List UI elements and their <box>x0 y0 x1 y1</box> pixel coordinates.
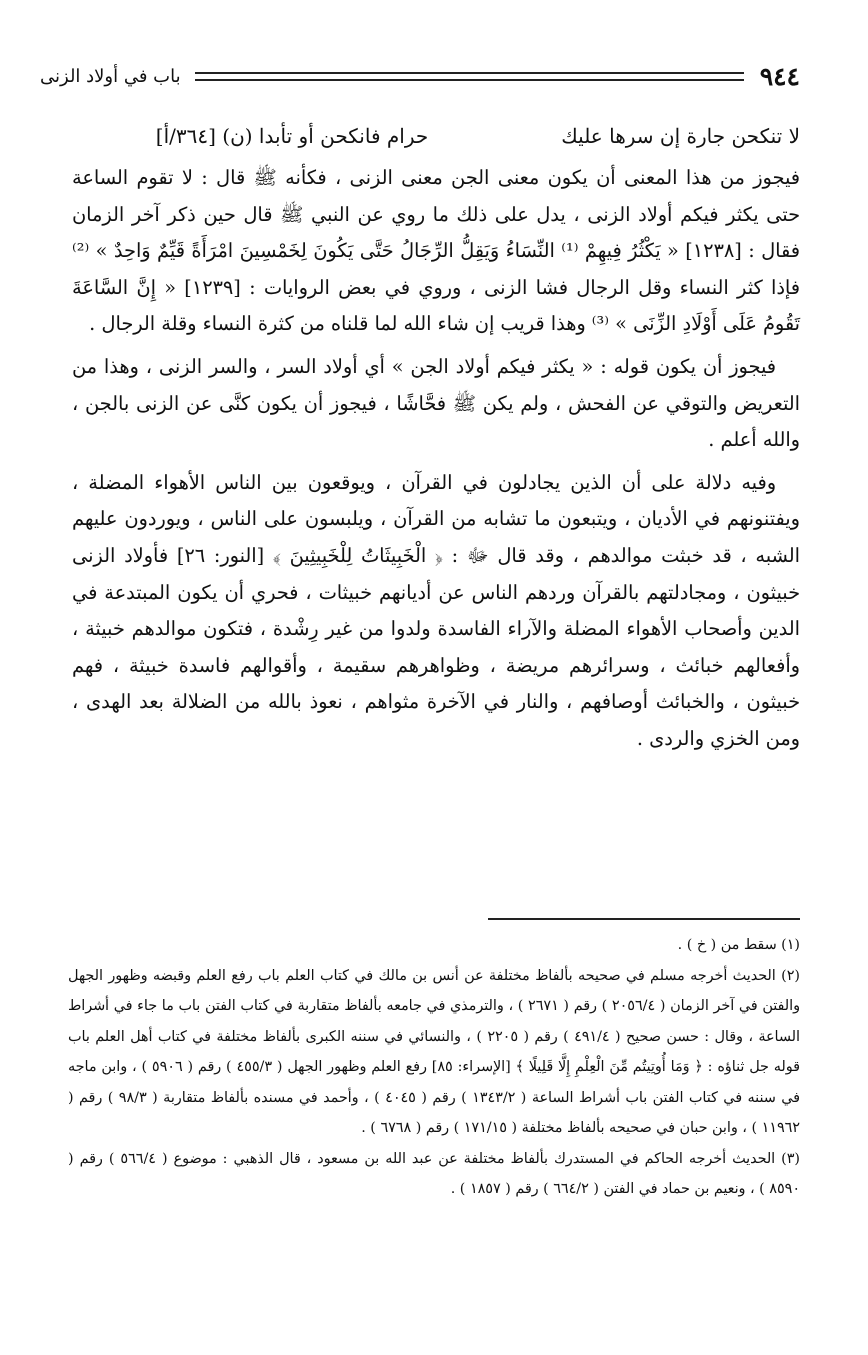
footnote: (١) سقط من ( خ ) . <box>677 937 800 953</box>
paragraph: فيجوز أن يكون قوله : « يكثر فيكم أولاد الجن » أي أولاد السر ، والسر الزنى ، وهذا من التعريض والتوقي عن الفحش ، ولم يكن ﷺ فحَّاشًا ، فيجوز أن يكون كنَّى عن الزنى بالجن ، والله أعلم . <box>72 354 800 452</box>
main-text <box>72 160 800 764</box>
footnotes <box>68 930 800 1205</box>
footnote: (٢) الحديث أخرجه مسلم في صحيحه بألفاظ مختلفة عن أنس بن مالك في كتاب العلم باب رفع العلم وقبضه وظهور الجهل والفتن في آخر الزمان ( ٢٠٥٦/٤ ) رقم ( ٢٦٧١ ) ، والترمذي في جامعه بألفاظ متقاربة في كتاب الفتن باب ما جاء في أشراط الساعة ، وقال : حسن صحيح ( ٤٩١/٤ ) رقم ( ٢٢٠٥ ) ، والنسائي في سننه الكبرى بألفاظ مختلفة في كتاب أهل العلم باب قوله جل ثناؤه : ﴿ وَمَا أُوتِيتُم مِّنَ الْعِلْمِ إِلَّا قَلِيلًا ﴾ [الإسراء: ٨٥] رفع العلم وظهور الجهل ( ٤٥٥/٣ ) رقم ( ٥٩٠٦ ) ، وابن ماجه في سننه في كتاب الفتن باب أشراط الساعة ( ١٣٤٣/٢ ) رقم ( ٤٠٤٥ ) ، وأحمد في مسنده بألفاظ متقاربة ( ٩٨/٣ ) رقم ( ١١٩٦٢ ) ، وابن حبان في صحيحه بألفاظ مختلفة ( ١٧١/١٥ ) رقم ( ٦٧٦٨ ) . <box>68 967 800 1136</box>
footnote-separator <box>488 918 800 920</box>
verse-hemistich-second: حرام فانكحن أو تأبدا (ن) [٣٦٤/أ] <box>155 124 429 148</box>
paragraph: فيجوز من هذا المعنى أن يكون معنى الجن معنى الزنى ، فكأنه ﷺ قال : لا تقوم الساعة حتى يكثر فيكم أولاد الزنى ، يدل على ذلك ما روي عن النبي ﷺ قال حين ذكر آخر الزمان فقال : [١٢٣٨] « يَكْثُرُ فِيهِمْ ⁽¹⁾ النِّسَاءُ وَيَقِلُّ الرِّجَالُ حَتَّى يَكُونَ لِخَمْسِينَ امْرَأَةً قَيِّمٌ وَاحِدٌ » ⁽²⁾ فإذا كثر النساء وقل الرجال فشا الزنى ، وروي في بعض الروايات : [١٢٣٩] « إِنَّ السَّاعَةَ تَقُومُ عَلَى أَوْلَادِ الزِّنَى » ⁽³⁾ وهذا قريب إن شاء الله لما قلناه من كثرة النساء وقلة الرجال . <box>72 166 801 336</box>
poetry-verse <box>84 116 800 156</box>
page-number: ٩٤٤ <box>759 61 800 91</box>
running-header <box>40 58 800 94</box>
chapter-title: باب في أولاد الزنى <box>40 65 181 87</box>
verse-hemistich-first: لا تنكحن جارة إن سرها عليك <box>561 124 800 148</box>
header-double-rule <box>195 72 744 81</box>
footnote: (٣) الحديث أخرجه الحاكم في المستدرك بألفاظ مختلفة عن عبد الله بن مسعود ، قال الذهبي : موضوع ( ٥٦٦/٤ ) رقم ( ٨٥٩٠ ) ، ونعيم بن حماد في الفتن ( ٦٦٤/٢ ) رقم ( ١٨٥٧ ) . <box>68 1150 800 1197</box>
paragraph: وفيه دلالة على أن الذين يجادلون في القرآن ، ويوقعون بين الناس الأهواء المضلة ، ويفتنونهم في الأديان ، ويتبعون ما تشابه من القرآن ، ويلبسون على الناس ، ويوردون عليهم الشبه ، قد خبثت موالدهم ، وقد قال ﷻ : ﴿ الْخَبِيثَاتُ لِلْخَبِيثِينَ ﴾ [النور: ٢٦] فأولاد الزنى خبيثون ، ومجادلتهم بالقرآن وردهم الناس عن أديانهم خبيثات ، فحري أن يكون المبتدعة في الدين وأصحاب الأهواء المضلة والآراء الفاسدة ولدوا من غير رِشْدة ، فتكون موالدهم خبيثة ، وأفعالهم خبائث ، وسرائرهم مريضة ، وظواهرهم سقيمة ، وأقوالهم فاسدة خبيثة ، فهم خبيثون ، والخبائث أوصافهم ، والنار في الآخرة مثواهم ، نعوذ بالله من الضلالة بعد الهدى ، ومن الخزي والردى . <box>72 470 800 750</box>
